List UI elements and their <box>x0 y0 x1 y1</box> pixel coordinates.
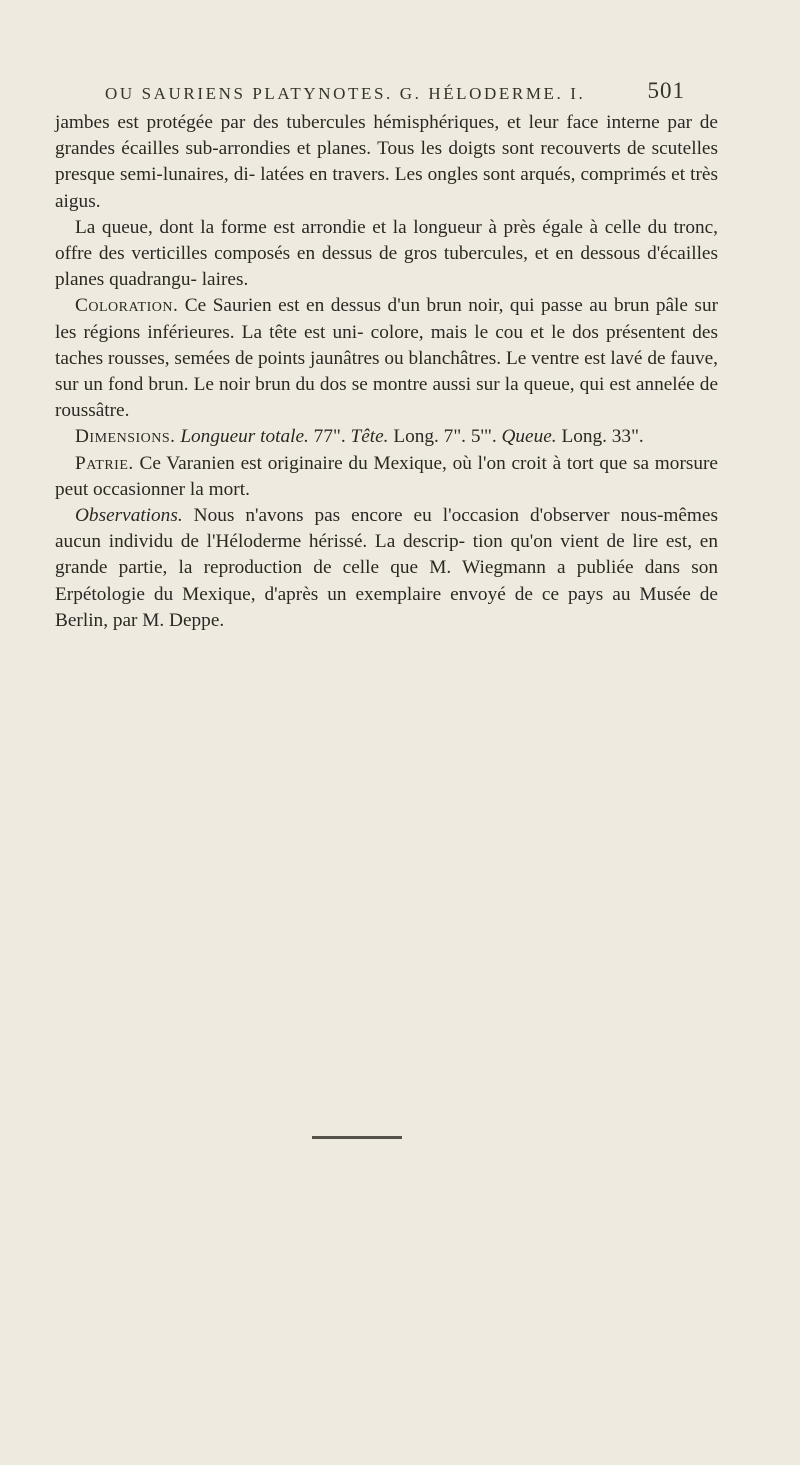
dimension-total-length-label: Longueur totale. <box>180 426 309 448</box>
running-title: OU SAURIENS PLATYNOTES. G. HÉLODERME. I. <box>105 84 586 103</box>
paragraph-tail: La queue, dont la forme est arrondie et la longueur à près égale à celle du tronc, offre des verticilles composés en dessus de gros tubercules, et en dessous d'écailles planes quadrangu- laires. <box>55 216 718 291</box>
section-label-observations: Observations. <box>75 505 183 527</box>
body-text <box>55 110 718 634</box>
dimension-head-label: Tête. <box>350 426 389 448</box>
observations-text: Nous n'avons pas encore eu l'occasion d'observer nous-mêmes aucun individu de l'Héloderme hérissé. La descrip- tion qu'on vient de lire est, en grande partie, la reproduction de celle que M. Wiegmann a publiée dans son Erpétologie du Mexique, d'après un exemplaire envoyé de ce pays au Musée de Berlin, par M. Deppe. <box>55 505 718 631</box>
section-label-patrie: Patrie. <box>75 452 134 474</box>
paragraph-coloration <box>55 293 718 424</box>
paragraph-dimensions <box>55 424 718 450</box>
dimension-tail-value: Long. 33". <box>556 426 644 448</box>
dimension-total-length-value: 77". <box>308 426 351 448</box>
running-head <box>105 78 685 104</box>
section-label-dimensions: Dimensions. <box>75 426 176 448</box>
page-number: 501 <box>647 78 685 103</box>
paragraph-observations <box>55 503 718 634</box>
paragraph-legs: jambes est protégée par des tubercules hémisphériques, et leur face interne par de grandes écailles sub-arrondies et planes. Tous les doigts sont recouverts de scutelles presque semi-lunaires, di- latées en travers. Les ongles sont arqués, comprimés et très aigus. <box>55 112 718 212</box>
section-divider-rule <box>312 1136 402 1139</box>
section-label-coloration: Coloration. <box>75 295 179 317</box>
patrie-text: Ce Varanien est originaire du Mexique, où l'on croit à tort que sa morsure peut occasionner la mort. <box>55 452 718 500</box>
coloration-text: Ce Saurien est en dessus d'un brun noir, qui passe au brun pâle sur les régions inférieures. La tête est uni- colore, mais le cou et le dos présentent des taches rousses, semées de points jaunâtres ou blanchâtres. Le ventre est lavé de fauve, sur un fond brun. Le noir brun du dos se montre aussi sur la queue, qui est annelée de roussâtre. <box>55 295 718 422</box>
paragraph-patrie <box>55 451 718 503</box>
dimension-tail-label: Queue. <box>501 426 557 448</box>
dimension-head-value: Long. 7". 5'". <box>388 426 502 448</box>
